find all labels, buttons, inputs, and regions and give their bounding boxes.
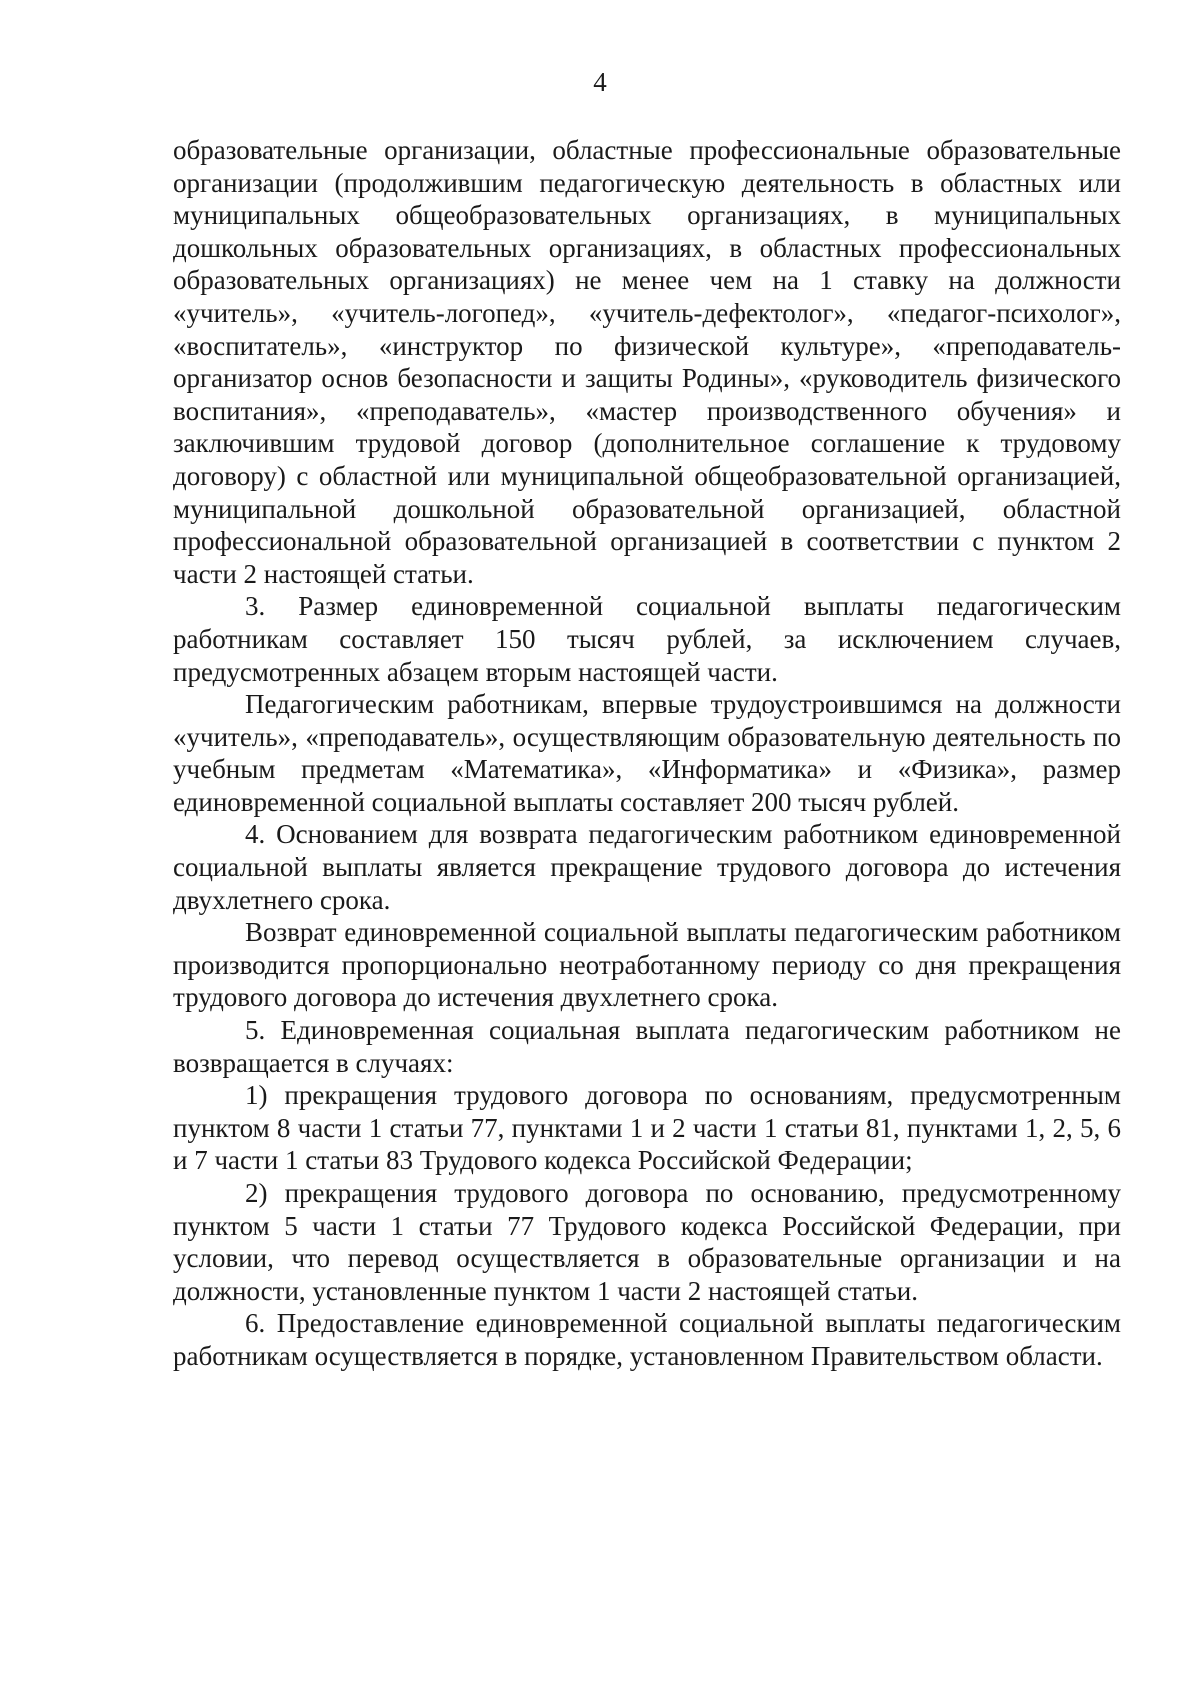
paragraph-item-5: 5. Единовременная социальная выплата педагогическим работником не возвращается в случаях: bbox=[173, 1015, 1121, 1078]
paragraph-item-4-second: Возврат единовременной социальной выплаты педагогическим работником производится пропорционально неотработанному периоду со дня прекращения трудового договора до истечения двухлетнего срока. bbox=[173, 917, 1121, 1013]
page-number: 4 bbox=[593, 67, 607, 97]
paragraph-item-6: 6. Предоставление единовременной социальной выплаты педагогическим работникам осуществляется в порядке, установленном Правительством области. bbox=[173, 1308, 1121, 1371]
paragraph-item-4: 4. Основанием для возврата педагогическим работником единовременной социальной выплаты является прекращение трудового договора до истечения двухлетнего срока. bbox=[173, 819, 1121, 915]
document-body bbox=[173, 134, 1121, 1373]
paragraph-item-5-sub-2: 2) прекращения трудового договора по основанию, предусмотренному пунктом 5 части 1 статьи 77 Трудового кодекса Российской Федерации, при условии, что перевод осуществляется в образовательные организации и на должности, установленные пунктом 1 части 2 настоящей статьи. bbox=[173, 1178, 1121, 1306]
paragraph-item-5-sub-1: 1) прекращения трудового договора по основаниям, предусмотренным пунктом 8 части 1 статьи 77, пунктами 1 и 2 части 1 статьи 81, пунктами 1, 2, 5, 6 и 7 части 1 статьи 83 Трудового кодекса Российской Федерации; bbox=[173, 1080, 1121, 1176]
paragraph-item-3: 3. Размер единовременной социальной выплаты педагогическим работникам составляет 150 тысяч рублей, за исключением случаев, предусмотренных абзацем вторым настоящей части. bbox=[173, 591, 1121, 687]
paragraph-continuation: образовательные организации, областные профессиональные образовательные организации (продолжившим педагогическую деятельность в областных или муниципальных общеобразовательных организациях, в муниципальных дошкольных образовательных организациях, в областных профессиональных образовательных организациях) не менее чем на 1 ставку на должности «учитель», «учитель-логопед», «учитель-дефектолог», «педагог-психолог», «воспитатель», «инструктор по физической культуре», «преподаватель-организатор основ безопасности и защиты Родины», «руководитель физического воспитания», «преподаватель», «мастер производственного обучения» и заключившим трудовой договор (дополнительное соглашение к трудовому договору) с областной или муниципальной общеобразовательной организацией, муниципальной дошкольной образовательной организацией, областной профессиональной образовательной организацией в соответствии с пунктом 2 части 2 настоящей статьи. bbox=[173, 135, 1121, 589]
paragraph-item-3-second: Педагогическим работникам, впервые трудоустроившимся на должности «учитель», «преподаватель», осуществляющим образовательную деятельность по учебным предметам «Математика», «Информатика» и «Физика», размер единовременной социальной выплаты составляет 200 тысяч рублей. bbox=[173, 689, 1121, 817]
